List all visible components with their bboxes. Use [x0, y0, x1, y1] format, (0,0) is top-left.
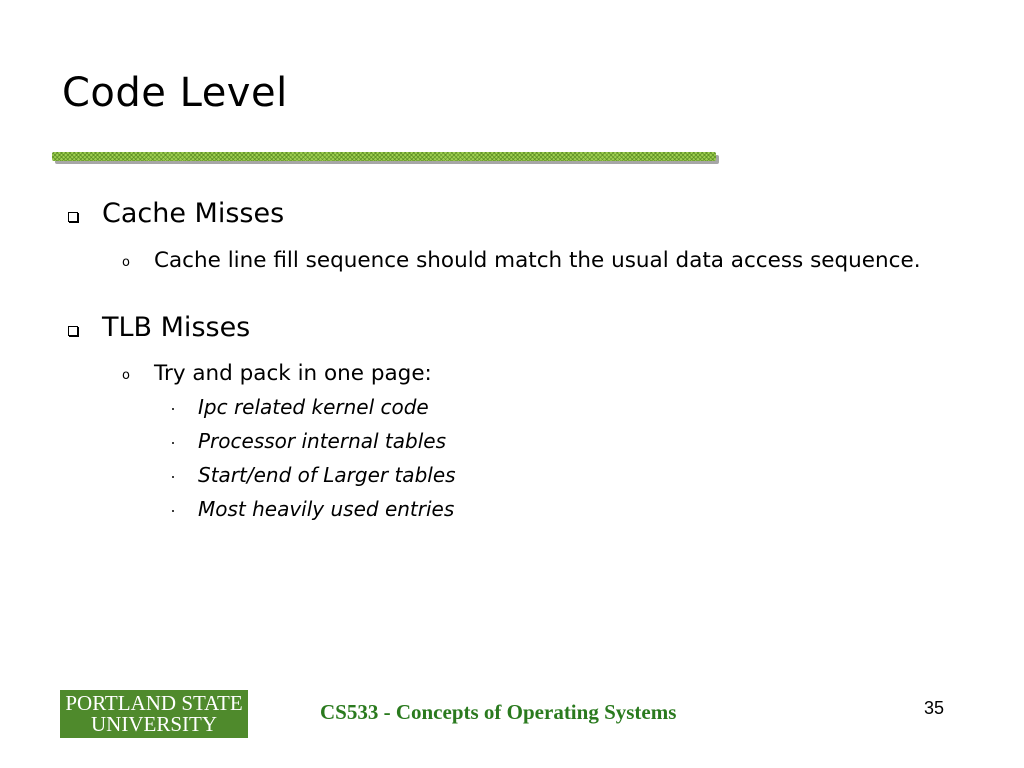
dot-bullet-icon: [172, 510, 174, 512]
sub-bullet-pack-one-page: [122, 358, 942, 391]
footer-course-title: CS533 - Concepts of Operating Systems: [320, 700, 677, 724]
title-underline-rule: [52, 152, 716, 161]
sub-bullet-text: Cache line fill sequence should match the usual data access sequence.: [154, 248, 921, 273]
page-number: 35: [924, 698, 945, 718]
sub-sub-bullet-text: Start/end of Larger tables: [198, 463, 456, 487]
slide-title: Code Level: [62, 70, 288, 116]
dot-bullet-icon: [172, 476, 174, 478]
sub-sub-bullet-start-end-tables: [172, 463, 456, 487]
sub-bullet-text: Try and pack in one page:: [154, 361, 432, 386]
dot-bullet-icon: [172, 408, 174, 410]
portland-state-logo: [60, 690, 248, 738]
sub-sub-bullet-processor-tables: [172, 429, 446, 453]
logo-line-1: PORTLAND STATE: [65, 691, 243, 715]
bullet-tlb-misses: [68, 312, 250, 343]
sub-bullet-cache-line-fill: [122, 245, 942, 278]
sub-sub-bullet-text: Most heavily used entries: [198, 497, 455, 521]
sub-sub-bullet-text: Processor internal tables: [198, 429, 446, 453]
dot-bullet-icon: [172, 442, 174, 444]
circle-bullet-icon: o: [122, 368, 130, 383]
logo-line-2: UNIVERSITY: [91, 712, 217, 736]
square-bullet-icon: [68, 212, 78, 222]
sub-sub-bullet-heavily-used: [172, 497, 454, 521]
sub-sub-bullet-text: Ipc related kernel code: [198, 395, 429, 419]
circle-bullet-icon: o: [122, 255, 130, 270]
bullet-cache-misses: [68, 198, 284, 229]
bullet-text: TLB Misses: [102, 312, 251, 343]
square-bullet-icon: [68, 326, 78, 336]
sub-sub-bullet-ipc: [172, 395, 429, 419]
bullet-text: Cache Misses: [102, 198, 285, 229]
